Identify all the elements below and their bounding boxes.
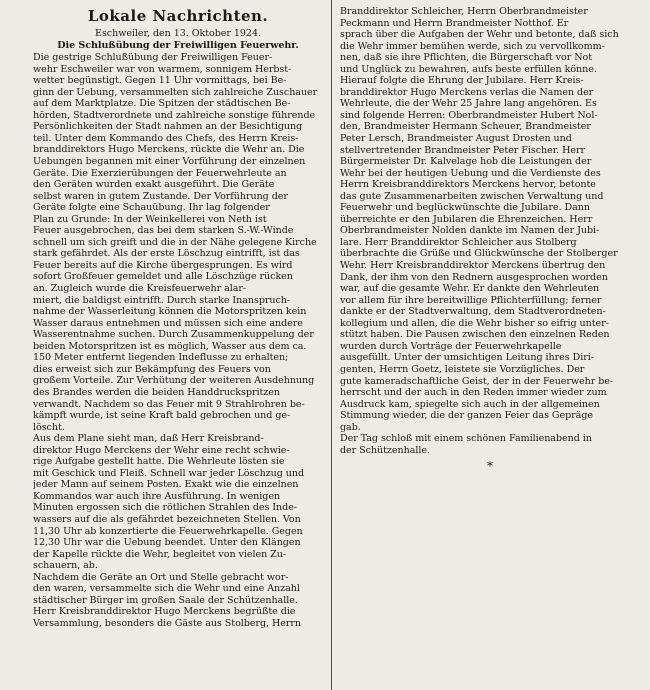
text-line: löscht.: [33, 421, 65, 433]
text-line: vor allem für ihre bereitwillige Pflichterfüllung; ferner: [340, 294, 602, 306]
text-line: Wehr. Herr Kreisbranddirektor Merckens übertrug den: [340, 260, 606, 272]
text-line: ausgefüllt. Unter der umsichtigen Leitung ihres Diri-: [340, 352, 594, 364]
right-article-body: [340, 6, 640, 456]
dateline: Eschweiler, den 13. Oktober 1924.: [95, 28, 261, 39]
text-line: gab.: [340, 421, 361, 433]
text-line: Feuer bereits auf die Kirche übergesprungen. Es wird: [33, 259, 293, 271]
text-line: stark gefährdet. Als der erste Löschzug eintrifft, ist das: [33, 248, 300, 260]
text-line: beiden Motorspritzen ist es möglich, Wasser aus dem ca.: [33, 340, 307, 352]
text-line: 11,30 Uhr ab konzertierte die Feuerwehrkapelle. Gegen: [33, 525, 303, 537]
text-line: Aus dem Plane sieht man, daß Herr Kreisbrand-: [33, 433, 264, 445]
text-line: dankte er der Stadtverwaltung, dem Stadtverordneten-: [340, 306, 606, 318]
text-line: stützt haben. Die Pausen zwischen den einzelnen Reden: [340, 329, 610, 341]
text-line: Stimmung wieder, die der ganzen Feier das Gepräge: [340, 410, 593, 422]
text-line: Uebungen begannen mit einer Vorführung der einzelnen: [33, 156, 306, 168]
text-line: stellvertretender Brandmeister Peter Fischer. Herr: [340, 144, 586, 156]
column-divider: [331, 0, 332, 690]
text-line: und Unglück zu bewahren, aufs beste erfüllen könne.: [340, 63, 597, 75]
text-line: sofort Großfeuer gemeldet und alle Löschzüge rücken: [33, 271, 293, 283]
text-line: Nachdem die Geräte an Ort und Stelle gebracht wor-: [33, 571, 289, 583]
text-line: herrscht und der auch in den Reden immer wieder zum: [340, 387, 607, 399]
text-line: Peckmann und Herrn Brandmeister Notthof. Er: [340, 17, 569, 29]
text-line: der Kapelle rückte die Wehr, begleitet von vielen Zu-: [33, 548, 287, 560]
text-line: Wehr bei der heutigen Uebung und die Verdienste des: [340, 167, 601, 179]
text-line: miert, die baldigst eintrifft. Durch starke Inanspruch-: [33, 294, 291, 306]
right-column: [340, 6, 640, 472]
text-line: Bürgermeister Dr. Kalvelage hob die Leistungen der: [340, 156, 592, 168]
text-line: Branddirektor Schleicher, Herrn Oberbrandmeister: [340, 6, 588, 17]
text-line: Wasser daraus entnehmen und müssen sich eine andere: [33, 317, 303, 329]
headline: Die Schlußübung der Freiwilligen Feuerwehr.: [57, 39, 299, 51]
text-line: überreichte er den Jubilaren die Ehrenzeichen. Herr: [340, 213, 593, 225]
text-line: wetter begünstigt. Gegen 11 Uhr vormittags, bei Be-: [33, 75, 287, 87]
text-line: dies erweist sich zur Bekämpfung des Feuers von: [33, 363, 271, 375]
masthead: Lokale Nachrichten.: [87, 7, 269, 25]
text-line: wassers auf die als gefährdet bezeichneten Stellen. Von: [33, 513, 301, 525]
text-line: Die gestrige Schlußübung der Freiwilligen Feuer-: [33, 52, 273, 64]
text-line: nahme der Wasserleitung können die Motorspritzen kein: [33, 306, 307, 318]
text-line: des Brandes werden die beiden Handdruckspritzen: [33, 386, 280, 398]
text-line: Ausdruck kam, spiegelte sich auch in der allgemeinen: [340, 398, 600, 410]
text-line: Versammlung, besonders die Gäste aus Stolberg, Herrn: [33, 617, 301, 629]
text-line: den, Brandmeister Hermann Scheuer, Brandmeister: [340, 121, 591, 133]
text-line: den waren, versammelte sich die Wehr und eine Anzahl: [33, 583, 300, 595]
text-line: branddirektors Hugo Merckens, rückte die Wehr an. Die: [33, 144, 305, 156]
text-line: städtischer Bürger im großen Saale der Schützenhalle.: [33, 594, 298, 606]
closing-mark: *: [487, 459, 493, 474]
text-line: selbst waren in gutem Zustande. Der Vorführung der: [33, 190, 288, 202]
text-line: rige Aufgabe gestellt hatte. Die Wehrleute lösten sie: [33, 456, 285, 468]
text-line: überbrachte die Grüße und Glückwünsche der Stolberger: [340, 248, 618, 260]
text-line: Persönlichkeiten der Stadt nahmen an der Besichtigung: [33, 121, 303, 133]
text-line: Minuten ergossen sich die rötlichen Strahlen des Inde-: [33, 502, 297, 514]
text-line: Peter Lersch, Brandmeister August Drosten und: [340, 133, 572, 145]
text-line: der Schützenhalle.: [340, 444, 430, 456]
text-line: Geräte folgte eine Schauübung. Ihr lag folgender: [33, 202, 270, 214]
text-line: an. Zugleich wurde die Kreisfeuerwehr alar-: [33, 283, 247, 295]
text-line: wurden durch Vorträge der Feuerwehrkapelle: [340, 340, 562, 352]
text-line: Kommandos war auch ihre Ausführung. In wenigen: [33, 490, 281, 502]
text-line: mit Geschick und Fleiß. Schnell war jeder Löschzug und: [33, 467, 305, 479]
text-line: Hierauf folgte die Ehrung der Jubilare. Herr Kreis-: [340, 75, 584, 87]
text-line: die Wehr immer bemühen werde, sich zu vervollkomm-: [340, 40, 605, 52]
text-line: verwandt. Nachdem so das Feuer mit 9 Strahlrohren be-: [33, 398, 305, 410]
text-line: schnell um sich greift und die in der Nähe gelegene Kirche: [33, 236, 317, 248]
text-line: Herrn Kreisbranddirektors Merckens hervor, betonte: [340, 179, 596, 191]
text-line: 12,30 Uhr war die Uebung beendet. Unter den Klängen: [33, 537, 301, 549]
text-line: Plan zu Grunde: In der Weinkellerei von Neth ist: [33, 213, 267, 225]
text-line: ginn der Uebung, versammelten sich zahlreiche Zuschauer: [33, 86, 318, 98]
text-line: Herr Kreisbranddirektor Hugo Merckens begrüßte die: [33, 606, 296, 618]
text-line: teil. Unter dem Kommando des Chefs, des Herrn Kreis-: [33, 132, 299, 144]
text-line: wehr Eschweiler war von warmem, sonnigem Herbst-: [33, 63, 292, 75]
text-line: das gute Zusammenarbeiten zwischen Verwaltung und: [340, 190, 604, 202]
text-line: schauern, ab.: [33, 560, 98, 572]
text-line: den Geräten wurden exakt ausgeführt. Die Geräte: [33, 179, 275, 191]
text-line: Geräte. Die Exerzierübungen der Feuerwehrleute an: [33, 167, 287, 179]
text-line: war, auf die gesamte Wehr. Er dankte den Wehrleuten: [340, 283, 600, 295]
text-line: kämpft wurde, ist seine Kraft bald gebrochen und ge-: [33, 410, 291, 422]
text-line: nen, daß sie ihre Pflichten, die Bürgerschaft vor Not: [340, 52, 593, 64]
left-column: [33, 6, 323, 629]
text-line: auf dem Marktplatze. Die Spitzen der städtischen Be-: [33, 98, 291, 110]
text-line: Wasserentnahme suchen. Durch Zusammenkuppelung der: [33, 329, 314, 341]
text-line: Feuer ausgebrochen, das bei dem starken S.-W.-Winde: [33, 225, 294, 237]
text-line: Dank, der ihm von den Rednern ausgesprochen worden: [340, 271, 608, 283]
text-line: lare. Herr Branddirektor Schleicher aus Stolberg: [340, 236, 577, 248]
text-line: 150 Meter entfernt liegenden Indeflusse zu erhalten;: [33, 352, 289, 364]
text-line: Der Tag schloß mit einem schönen Familienabend in: [340, 433, 592, 445]
text-line: jeder Mann auf seinem Posten. Exakt wie die einzelnen: [33, 479, 299, 491]
text-line: branddirektor Hugo Merckens verlas die Namen der: [340, 86, 594, 98]
text-line: sprach über die Aufgaben der Wehr und betonte, daß sich: [340, 29, 619, 41]
text-line: hörden, Stadtverordnete und zahlreiche sonstige führende: [33, 109, 316, 121]
left-article-body: [33, 52, 323, 629]
text-line: Oberbrandmeister Nolden dankte im Namen der Jubi-: [340, 225, 600, 237]
text-line: genten, Herrn Goetz, leistete sie Vorzügliches. Der: [340, 363, 585, 375]
text-line: sind folgende Herren: Oberbrandmeister Hubert Nol-: [340, 109, 598, 121]
text-line: gute kameradschaftliche Geist, der in der Feuerwehr be-: [340, 375, 614, 387]
text-line: Wehrleute, die der Wehr 25 Jahre lang angehören. Es: [340, 98, 597, 110]
text-line: großem Vorteile. Zur Verhütung der weiteren Ausdehnung: [33, 375, 315, 387]
text-line: kollegium und allen, die die Wehr bisher so eifrig unter-: [340, 317, 609, 329]
text-line: direktor Hugo Merckens der Wehr eine recht schwie-: [33, 444, 290, 456]
text-line: Feuerwehr und beglückwünschte die Jubilare. Dann: [340, 202, 590, 214]
